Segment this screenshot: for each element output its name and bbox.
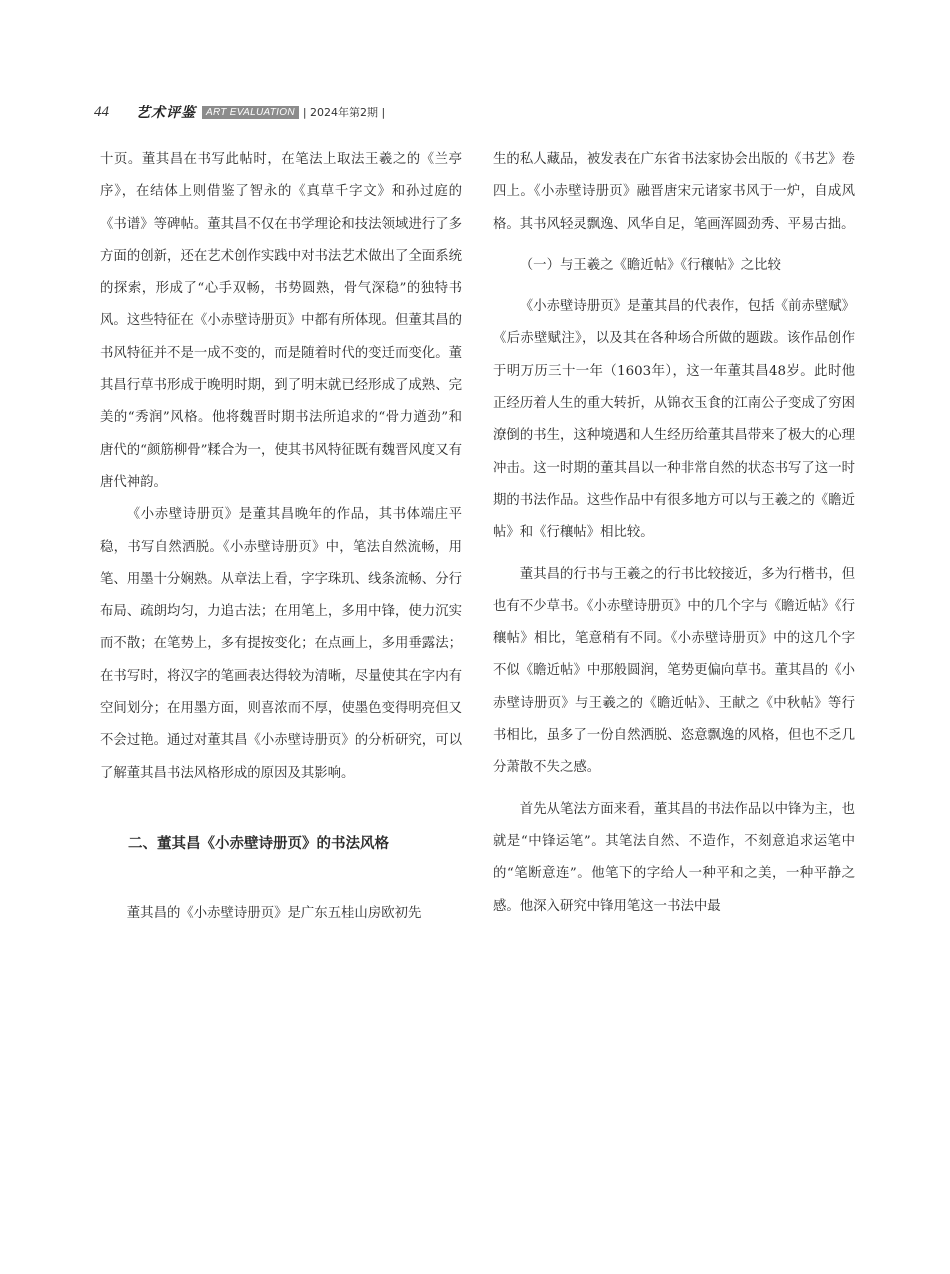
page-number: 44: [94, 103, 109, 120]
journal-logo: 艺术评鉴: [136, 105, 196, 121]
issue-label: | 2024年第2期 |: [302, 106, 386, 119]
paragraph: 《小赤壁诗册页》是董其昌的代表作，包括《前赤壁赋》《后赤壁赋注》，以及其在各种场合所做的题跋。该作品创作于明万历三十一年（1603年），这一年董其昌48岁。此时他正经历着人生的重大转折，从锦衣玉食的江南公子变成了穷困潦倒的书生，这种境遇和人生经历给董其昌带来了极大的心理冲击。这一时期的董其昌以一种非常自然的状态书写了这一时期的书法作品。这些作品中有很多地方可以与王羲之的《瞻近帖》和《行穰帖》相比较。: [493, 299, 855, 541]
paragraph: 董其昌的《小赤壁诗册页》是广东五桂山房欧初先: [126, 905, 422, 921]
paragraph: 十页。董其昌在书写此帖时，在笔法上取法王羲之的《兰亭序》，在结体上则借鉴了智永的《真草千字文》和孙过庭的《书谱》等碑帖。董其昌不仅在书学理论和技法领域进行了多方面的创新，还在艺术创作实践中对书法艺术做出了全面系统的探索，形成了“心手双畅，书势圆熟，骨气深稳”的独特书风。这些特征在《小赤壁诗册页》中都有所体现。但董其昌的书风特征并不是一成不变的，而是随着时代的变迁而变化。董其昌行草书形成于晚明时期，到了明末就已经形成了成熟、完美的“秀润”风格。他将魏晋时期书法所追求的“骨力遒劲”和唐代的“颜筋柳骨”糅合为一，使其书风特征既有魏晋风度又有唐代神韵。: [100, 152, 462, 490]
paragraph: 《小赤壁诗册页》是董其昌晚年的作品，其书体端庄平稳，书写自然洒脱。《小赤壁诗册页》中，笔法自然流畅，用笔、用墨十分娴熟。从章法上看，字字珠玑、线条流畅、分行布局、疏朗均匀，力追古法；在用笔上，多用中锋，使力沉实而不散；在笔势上，多有提按变化；在点画上，多用垂露法；在书写时，将汉字的笔画表达得较为清晰，尽量使其在字内有空间划分；在用墨方面，则喜浓而不厚，使墨色变得明亮但又不会过艳。通过对董其昌《小赤壁诗册页》的分析研究，可以了解董其昌书法风格形成的原因及其影响。: [100, 507, 462, 781]
paragraph: 董其昌的行书与王羲之的行书比较接近，多为行楷书，但也有不少草书。《小赤壁诗册页》中的几个字与《瞻近帖》《行穰帖》相比，笔意稍有不同。《小赤壁诗册页》中的这几个字不似《瞻近帖》中那般圆润，笔势更偏向草书。董其昌的《小赤壁诗册页》与王羲之的《瞻近帖》、王献之《中秋帖》等行书相比，虽多了一份自然洒脱、恣意飘逸的风格，但也不乏几分萧散不失之感。: [493, 566, 855, 776]
paragraph: 首先从笔法方面来看，董其昌的书法作品以中锋为主，也就是“中锋运笔”。其笔法自然、不造作，不刻意追求运笔中的“笔断意连”。他笔下的字给人一种平和之美，一种平静之感。他深入研究中锋用笔这一书法中最: [493, 801, 855, 914]
paragraph: 生的私人藏品，被发表在广东省书法家协会出版的《书艺》卷四上。《小赤壁诗册页》融晋唐宋元诸家书风于一炉，自成风格。其书风轻灵飘逸、风华自足，笔画浑圆劲秀、平易古拙。: [493, 152, 855, 232]
subsection-heading: （一）与王羲之《瞻近帖》《行穰帖》之比较: [519, 257, 781, 273]
section-heading: 二、董其昌《小赤壁诗册页》的书法风格: [128, 835, 389, 852]
right-column: [493, 144, 855, 923]
journal-english-name: ART EVALUATION: [202, 106, 299, 119]
left-column: [100, 144, 462, 930]
running-header: [94, 101, 385, 123]
